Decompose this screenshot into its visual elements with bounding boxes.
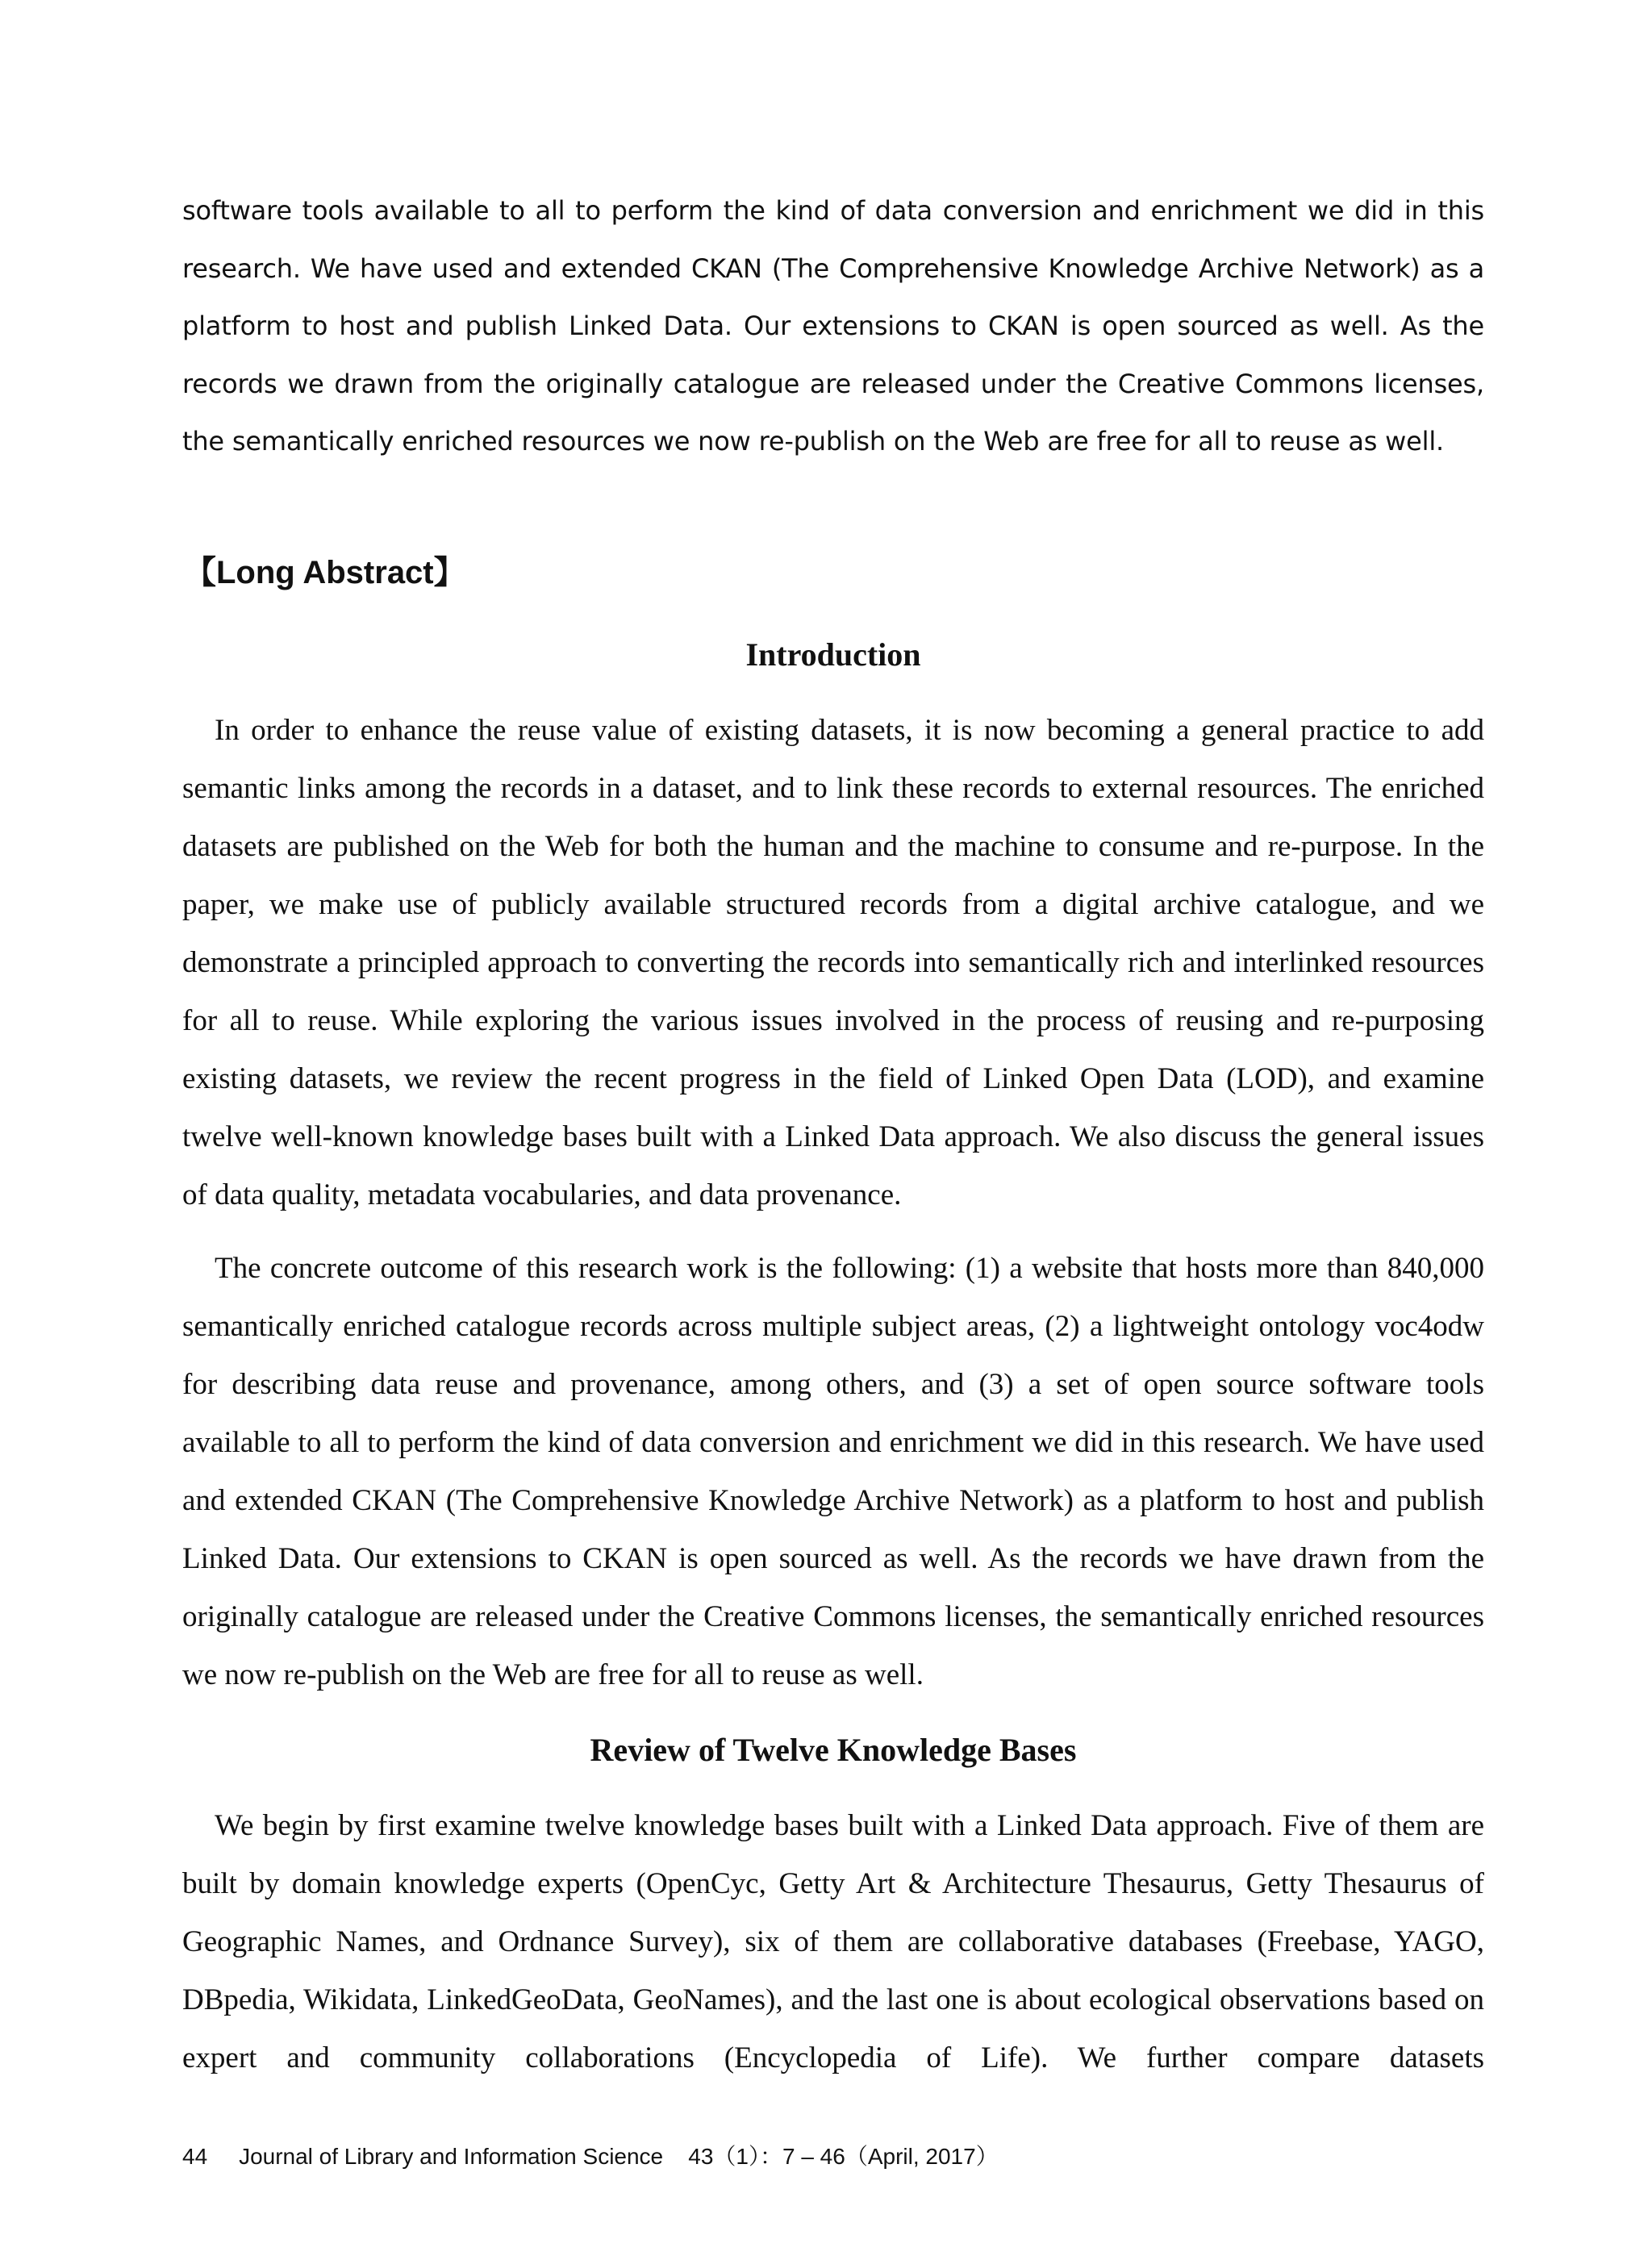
citation-info: 43（1）：7 – 46（April, 2017） <box>688 2144 999 2169</box>
review-heading: Review of Twelve Knowledge Bases <box>590 1732 1077 1768</box>
introduction-heading: Introduction <box>745 636 921 673</box>
introduction-paragraph-2: The concrete outcome of this research work is the following: (1) a website that hosts more than 840,000 semantically enriched catalogue records across multiple subject areas, (2) a lightweight ontology voc4odw for describing data reuse and provenance, among others, and (3) a set of open source software tools available to all to perform the kind of data conversion and enrichment we did in this research. We have used and extended CKAN (The Comprehensive Knowledge Archive Network) as a platform to host and publish Linked Data. Our extensions to CKAN is open sourced as well. As the records we have drawn from the originally catalogue are released under the Creative Commons licenses, the semantically enriched resources we now re-publish on the Web are free for all to reuse as well. <box>182 1252 1484 1691</box>
introduction-paragraph-1: In order to enhance the reuse value of existing datasets, it is now becoming a general practice to add semantic links among the records in a dataset, and to link these records to external resources. The enriched datasets are published on the Web for both the human and the machine to consume and re-purpose. In the paper, we make use of publicly available structured records from a digital archive catalogue, and we demonstrate a principled approach to converting the records into semantically rich and interlinked resources for all to reuse. While exploring the various issues involved in the process of reusing and re-purposing existing datasets, we review the recent progress in the field of Linked Open Data (LOD), and examine twelve well-known knowledge bases built with a Linked Data approach. We also discuss the general issues of data quality, metadata vocabularies, and data provenance. <box>182 714 1484 1211</box>
review-paragraph-1: We begin by first examine twelve knowledge bases built with a Linked Data approach. Five of them are built by domain knowledge experts (OpenCyc, Getty Art & Architecture Thesaurus, Getty Thesaurus of Geographic Names, and Ordnance Survey), six of them are collaborative databases (Freebase, YAGO, DBpedia, Wikidata, LinkedGeoData, GeoNames), and the last one is about ecological observations based on expert and community collaborations (Encyclopedia of Life). We further compare datasets <box>182 1809 1484 2074</box>
page-number: 44 <box>182 2144 208 2169</box>
continued-abstract-paragraph: software tools available to all to perform the kind of data conversion and enrichment we did in this research. We have used and extended CKAN (The Comprehensive Knowledge Archive Network) as a platform to host and publish Linked Data. Our extensions to CKAN is open sourced as well. As the records we drawn from the originally catalogue are released under the Creative Commons licenses, the semantically enriched resources we now re-publish on the Web are free for all to reuse as well. <box>182 195 1484 457</box>
journal-name: Journal of Library and Information Science <box>239 2144 664 2169</box>
page-footer <box>182 2141 999 2173</box>
long-abstract-label: 【Long Abstract】 <box>184 555 466 590</box>
